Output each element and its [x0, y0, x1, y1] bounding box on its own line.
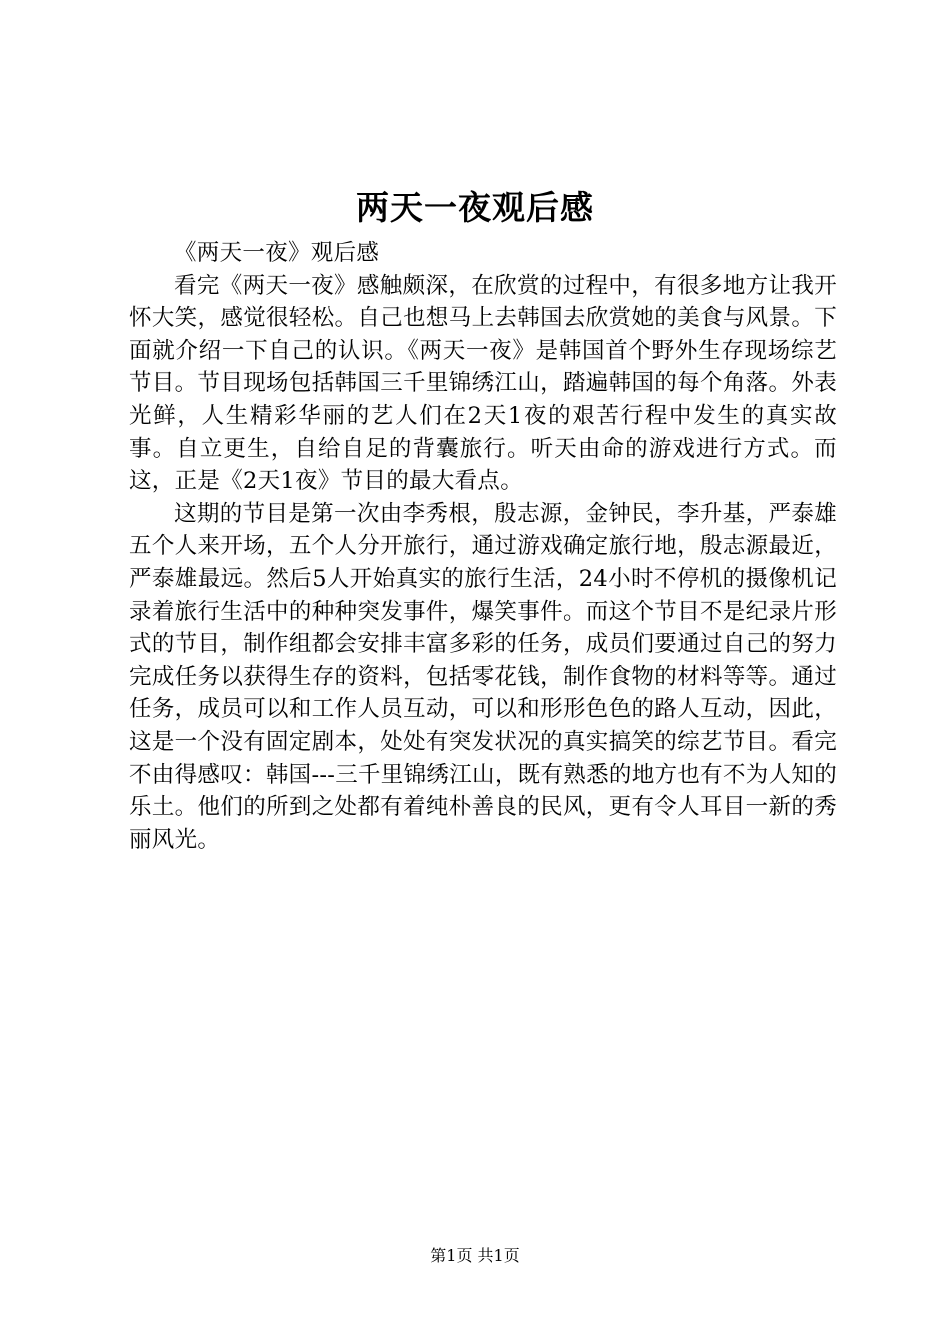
document-title: 两天一夜观后感 [356, 188, 594, 227]
page-footer [0, 1245, 950, 1267]
page-total: 共1页 [477, 1246, 520, 1265]
paragraph-episode: 这期的节目是第一次由李秀根，殷志源，金钟民，李升基，严泰雄五个人来开场，五个人分开旅行，通过游戏确定旅行地，殷志源最近，严泰雄最远。然后5人开始真实的旅行生活，24小时不停机的摄像机记录着旅行生活中的种种突发事件，爆笑事件。而这个节目不是纪录片形式的节目，制作组都会安排丰富多彩的任务，成员们要通过自己的努力完成任务以获得生存的资料，包括零花钱，制作食物的材料等等。通过任务，成员可以和工作人员互动，可以和形形色色的路人互动，因此，这是一个没有固定剧本，处处有突发状况的真实搞笑的综艺节目。看完不由得感叹：韩国---三千里锦绣江山，既有熟悉的地方也有不为人知的乐土。他们的所到之处都有着纯朴善良的民风，更有令人耳目一新的秀丽风光。 [129, 500, 837, 853]
paragraph-intro: 看完《两天一夜》感触颇深，在欣赏的过程中，有很多地方让我开怀大笑，感觉很轻松。自己也想马上去韩国去欣赏她的美食与风景。下面就介绍一下自己的认识。《两天一夜》是韩国首个野外生存现场综艺节目。节目现场包括韩国三千里锦绣江山，踏遍韩国的每个角落。外表光鲜，人生精彩华丽的艺人们在2天1夜的艰苦行程中发生的真实故事。自立更生，自给自足的背囊旅行。听天由命的游戏进行方式。而这，正是《2天1夜》节目的最大看点。 [129, 272, 837, 495]
document-body [129, 237, 837, 856]
page-number: 第1页 [430, 1246, 473, 1265]
document-subtitle: 《两天一夜》观后感 [174, 240, 380, 266]
